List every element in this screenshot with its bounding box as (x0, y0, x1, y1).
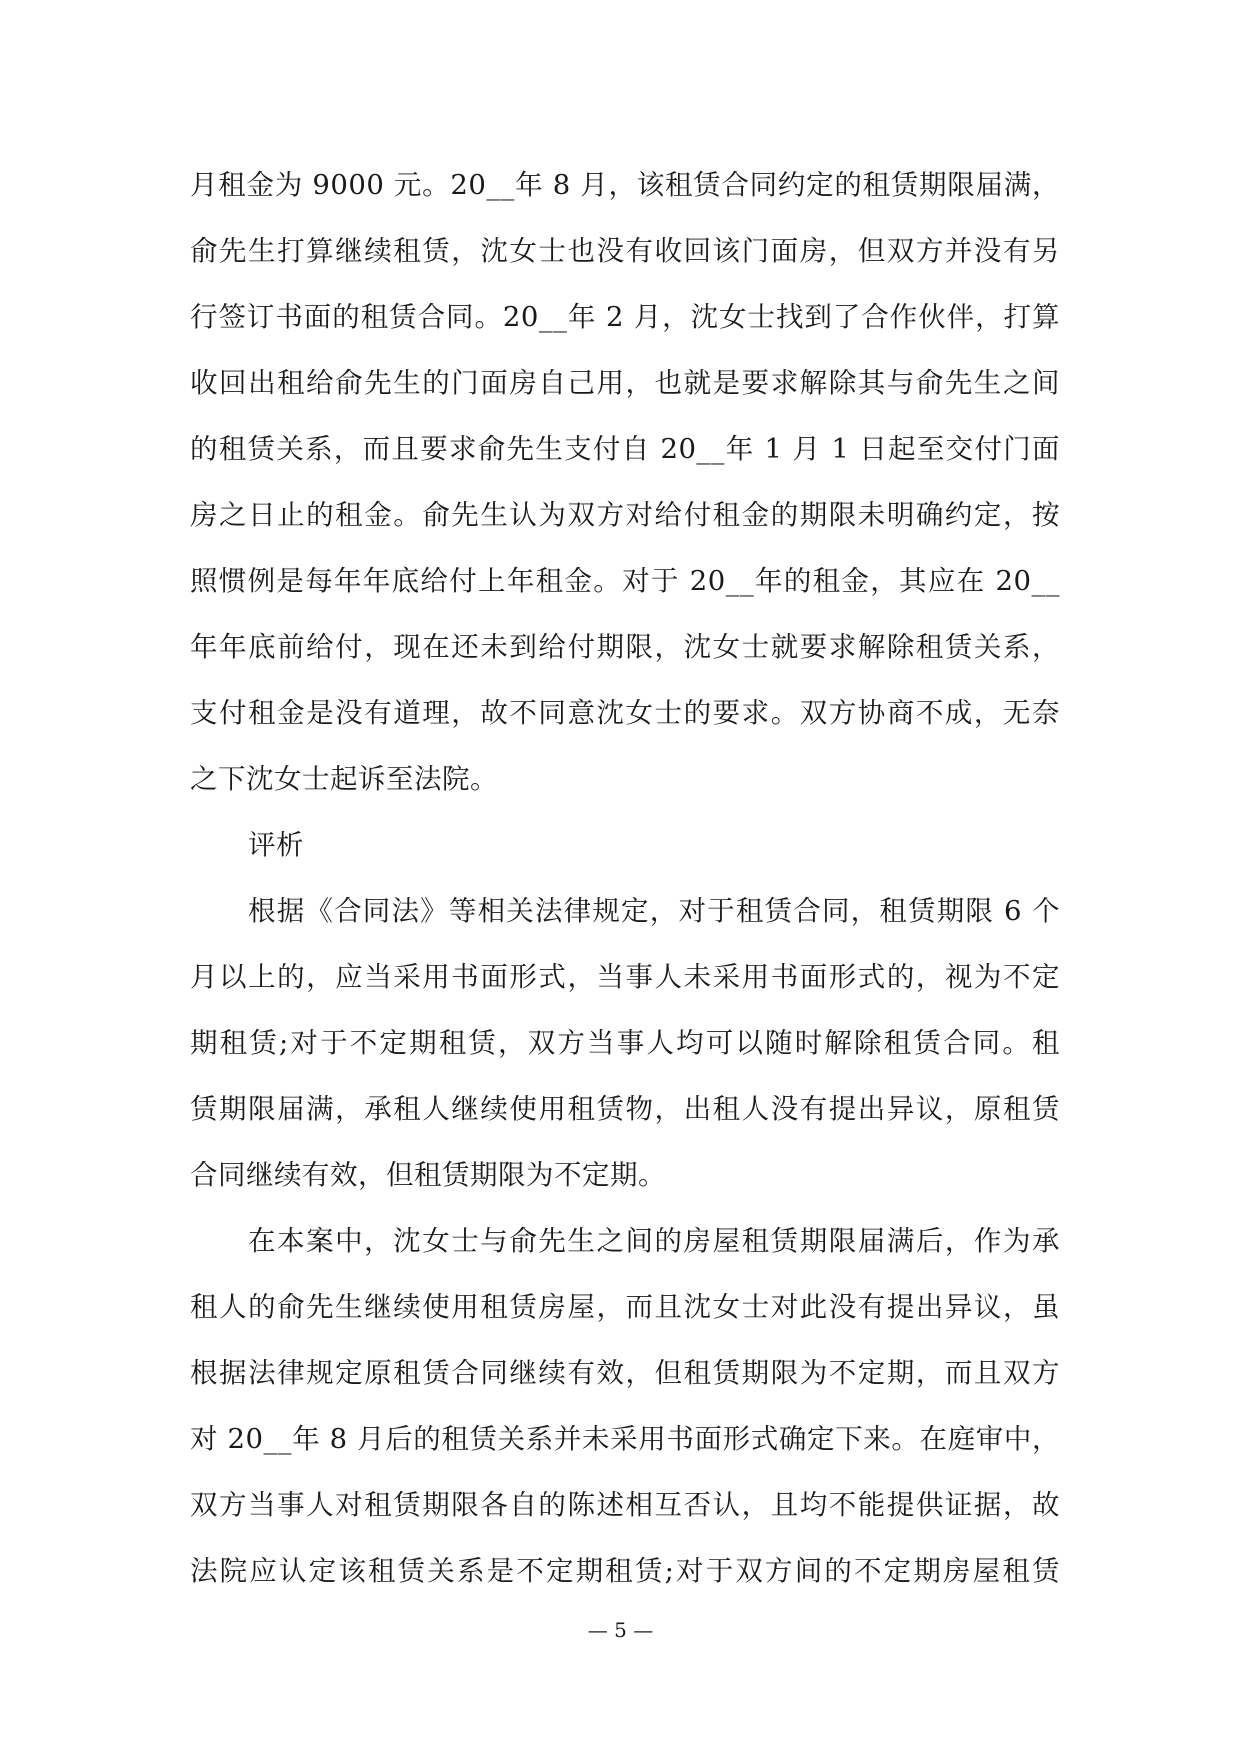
text-line: 评析 (248, 829, 304, 861)
text-line: 租人的俞先生继续使用租赁房屋，而且沈女士对此没有提出异议，虽 (190, 1291, 1060, 1323)
text-line: 之下沈女士起诉至法院。 (190, 763, 498, 795)
text-line: 合同继续有效，但租赁期限为不定期。 (190, 1159, 666, 1191)
text-line: 支付租金是没有道理，故不同意沈女士的要求。双方协商不成，无奈 (190, 697, 1060, 729)
text-line: 根据法律规定原租赁合同继续有效，但租赁期限为不定期，而且双方 (190, 1357, 1060, 1389)
text-line: 年年底前给付，现在还未到给付期限，沈女士就要求解除租赁关系， (190, 631, 1060, 663)
text-line: 月以上的，应当采用书面形式，当事人未采用书面形式的，视为不定 (190, 961, 1060, 993)
text-line: 期租赁;对于不定期租赁，双方当事人均可以随时解除租赁合同。租 (190, 1027, 1060, 1059)
document-body (190, 152, 1060, 1604)
text-line: 月租金为 9000 元。20__年 8 月，该租赁合同约定的租赁期限届满， (190, 169, 1060, 201)
text-line: 俞先生打算继续租赁，沈女士也没有收回该门面房，但双方并没有另 (190, 235, 1060, 267)
text-line: 房之日止的租金。俞先生认为双方对给付租金的期限未明确约定，按 (190, 499, 1060, 531)
text-line: 行签订书面的租赁合同。20__年 2 月，沈女士找到了合作伙伴，打算 (190, 301, 1060, 333)
text-line: 根据《合同法》等相关法律规定，对于租赁合同，租赁期限 6 个 (248, 895, 1060, 927)
page-number: — 5 — (587, 1618, 654, 1642)
text-line: 法院应认定该租赁关系是不定期租赁;对于双方间的不定期房屋租赁 (190, 1555, 1060, 1587)
text-line: 在本案中，沈女士与俞先生之间的房屋租赁期限届满后，作为承 (248, 1225, 1060, 1257)
text-line: 赁期限届满，承租人继续使用租赁物，出租人没有提出异议，原租赁 (190, 1093, 1060, 1125)
text-line: 的租赁关系，而且要求俞先生支付自 20__年 1 月 1 日起至交付门面 (190, 433, 1060, 465)
text-line: 对 20__年 8 月后的租赁关系并未采用书面形式确定下来。在庭审中， (190, 1423, 1060, 1455)
text-line: 照惯例是每年年底给付上年租金。对于 20__年的租金，其应在 20__ (190, 565, 1060, 597)
text-line: 收回出租给俞先生的门面房自己用，也就是要求解除其与俞先生之间 (190, 367, 1060, 399)
text-line: 双方当事人对租赁期限各自的陈述相互否认，且均不能提供证据，故 (190, 1489, 1060, 1521)
